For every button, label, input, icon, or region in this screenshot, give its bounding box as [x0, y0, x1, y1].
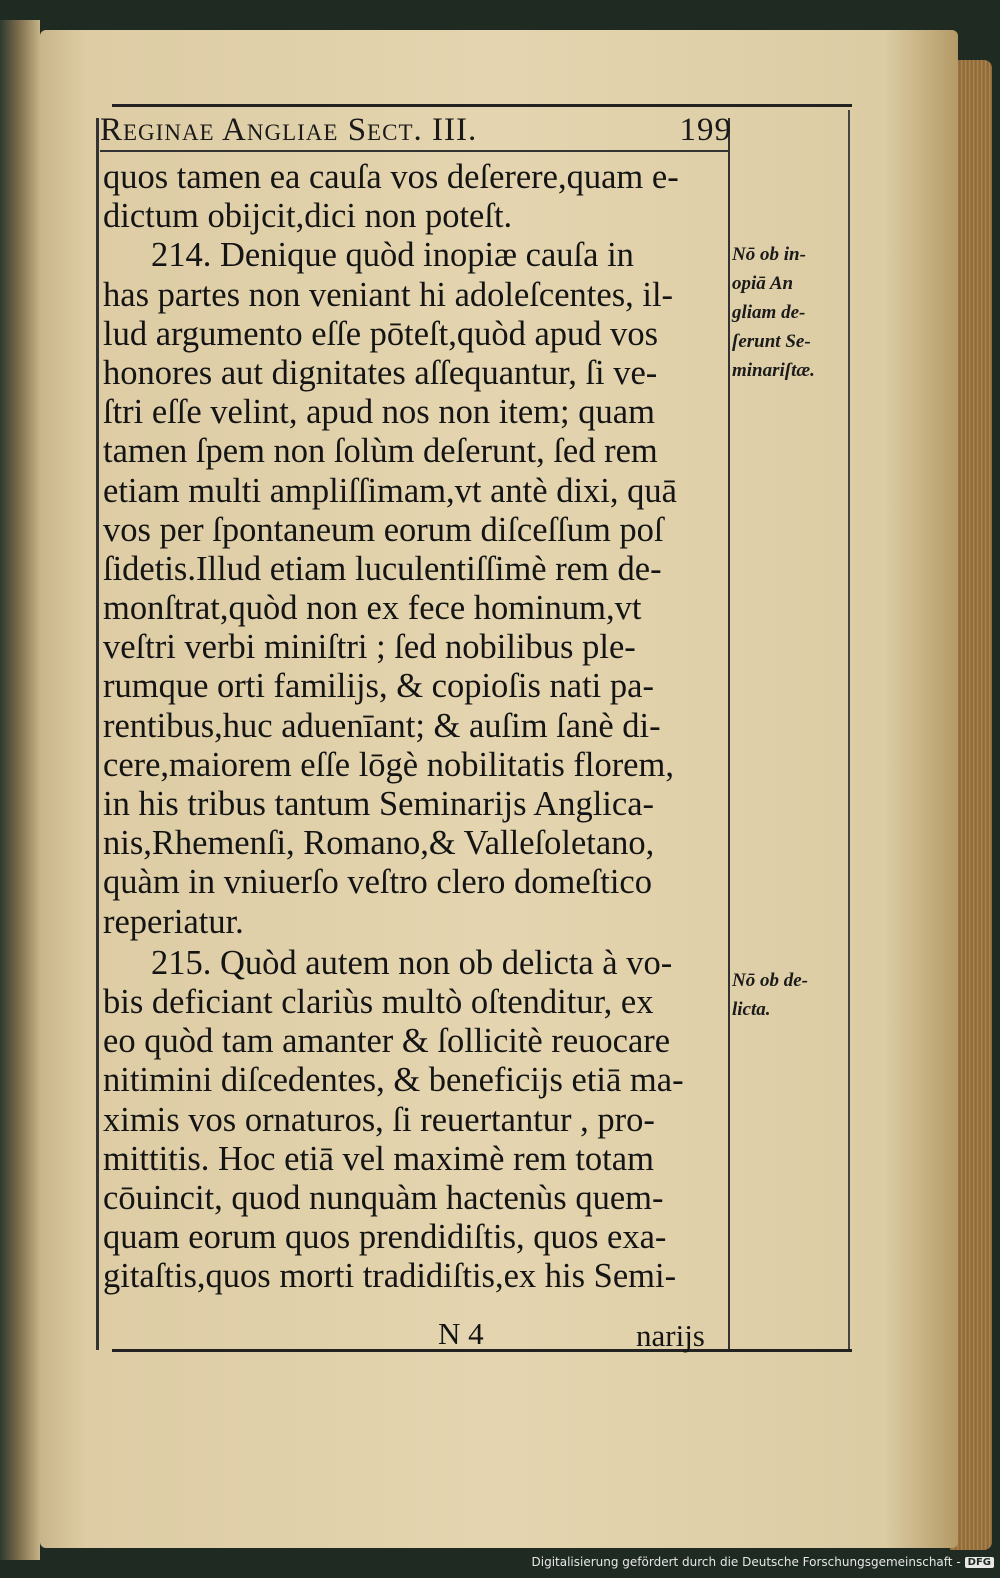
- text-line: etiam multi ampliſſimam,vt antè dixi, quā: [103, 471, 677, 510]
- text-line: quàm in vniuerſo veſtro clero domeſtico: [103, 863, 652, 902]
- text-line: 214. Denique quòd inopiæ cauſa in: [151, 236, 634, 275]
- text-line: bis deficiant clariùs multò oſtenditur, ex: [103, 982, 654, 1021]
- running-head-title: Reginae Angliae Sect. III.: [100, 111, 478, 148]
- margin-note-line: minariſtæ.: [732, 360, 815, 381]
- catchword: narijs: [636, 1318, 705, 1353]
- text-line: rentibus,huc aduenīant; & auſim ſanè di-: [103, 706, 661, 745]
- text-line: in his tribus tantum Seminarijs Anglica-: [103, 785, 654, 823]
- text-line: monſtrat,quòd non ex fece hominum,vt: [103, 589, 642, 628]
- column-rule: [728, 118, 730, 1350]
- text-line: mittitis. Hoc etiā vel maximè rem totam: [103, 1139, 654, 1178]
- margin-note-line: opiā An: [732, 273, 794, 294]
- text-line: ximis vos ornaturos, ſi reuertantur , pro-: [103, 1100, 655, 1139]
- text-line: lud argumento eſſe pōteſt,quòd apud vos: [103, 314, 659, 353]
- text-line: cere,maiorem eſſe lōgè nobilitatis florem,: [103, 745, 674, 784]
- digitization-footer: [532, 1555, 995, 1569]
- text-line: nis,Rhemenſi, Romano,& Valleſoletano,: [103, 824, 655, 863]
- page-number: 199: [679, 111, 732, 148]
- text-line: quam eorum quos prendidiſtis, quos exa-: [103, 1218, 667, 1257]
- left-page-edge: [0, 20, 40, 1560]
- text-line: ſtri eſſe velint, apud nos non item; quam: [103, 393, 655, 432]
- right-frame-rule: [848, 110, 850, 1350]
- text-line: nitimini diſcedentes, & beneficijs etiā ma-: [103, 1061, 684, 1100]
- top-frame-rule: [112, 104, 852, 107]
- text-line: has partes non veniant hi adoleſcentes, il-: [103, 275, 674, 314]
- signature-mark: N 4: [438, 1316, 484, 1351]
- footer-text: Digitalisierung gefördert durch die Deutsche Forschungsgemeinschaft -: [531, 1555, 961, 1569]
- margin-note-line: ſerunt Se-: [732, 331, 811, 352]
- text-line: 215. Quòd autem non ob delicta à vo-: [151, 943, 673, 982]
- margin-note-line: Nō ob in-: [732, 244, 806, 265]
- text-line: cōuincit, quod nunquàm hactenùs quem-: [103, 1178, 664, 1217]
- running-head: [100, 108, 732, 152]
- dfg-logo: DFG: [965, 1557, 994, 1568]
- text-line: rumque orti familijs, & copioſis nati pa-: [103, 667, 654, 706]
- text-line: vos per ſpontaneum eorum diſceſſum poſ: [103, 510, 664, 549]
- margin-note-line: licta.: [732, 999, 771, 1020]
- text-line: quos tamen ea cauſa vos deſerere,quam e-: [103, 158, 679, 196]
- text-line: tamen ſpem non ſolùm deſerunt, ſed rem: [103, 432, 658, 471]
- margin-note-line: gliam de-: [732, 302, 806, 323]
- text-line: honores aut dignitates aſſequantur, ſi ve-: [103, 353, 658, 392]
- text-line: dictum obijcit,dici non poteſt.: [103, 197, 513, 236]
- margin-note-inopia: [732, 240, 848, 385]
- margin-note-delicta: [732, 966, 848, 1024]
- head-rule: [100, 150, 730, 152]
- left-frame-rule: [96, 118, 99, 1350]
- main-text: [103, 158, 725, 1296]
- text-line: eo quòd tam amanter & ſollicitè reuocare: [103, 1022, 671, 1061]
- text-line: reperiatur.: [103, 902, 244, 941]
- text-line: gitaſtis,quos morti tradidiſtis,ex his Semi-: [103, 1257, 677, 1296]
- text-line: veſtri verbi miniſtri ; ſed nobilibus ple-: [103, 628, 636, 667]
- text-line: ſidetis.Illud etiam luculentiſſimè rem de-: [103, 549, 662, 588]
- margin-note-line: Nō ob de-: [732, 970, 808, 991]
